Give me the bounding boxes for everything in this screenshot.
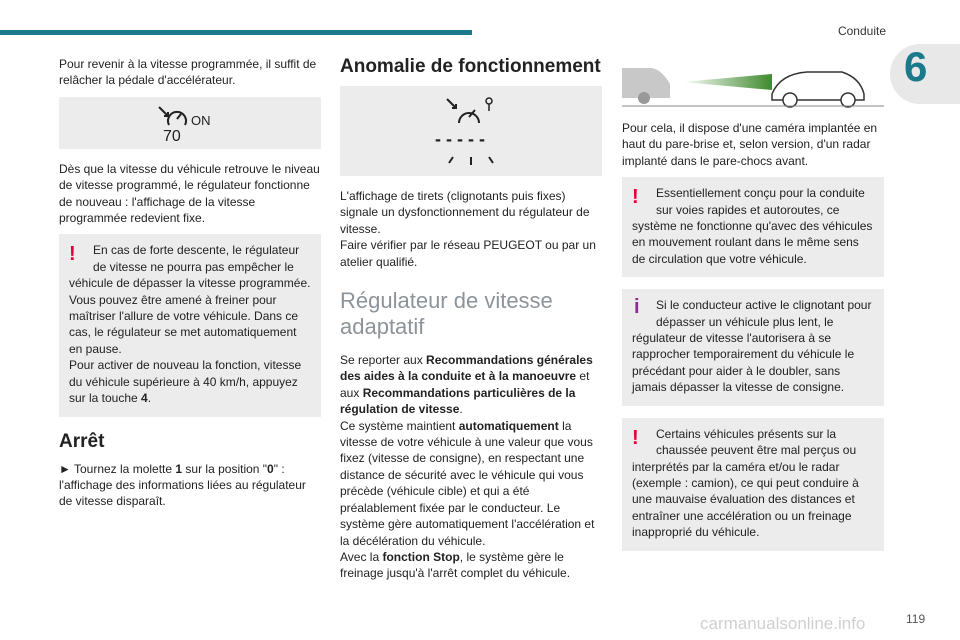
heading-arret: Arrêt — [59, 430, 105, 452]
section-title: Conduite — [837, 24, 886, 38]
paragraph: Ce système maintient automatiquement la vitesse de votre véhicule à une valeur que vous fixez (vitesse de consigne), en respectant une distance de sécurité avec le véhicule qui vous précède (véhicule cible) et qui a été préalablement fixée par le conducteur. Le système gère automatiquement l'accélération et la décélération du véhicule. — [340, 418, 595, 548]
heading-anomalie: Anomalie de fonctionnement — [340, 56, 601, 77]
car-radar-icon — [622, 56, 884, 108]
speed-display-figure — [59, 97, 321, 149]
note-text: En cas de forte descente, le régulateur — [93, 243, 300, 258]
note-text: régulateur de vitesse l'autorisera à se rapprocher temporairement du véhicule le précédant pour aider à le doubler, sans jamais dépasser la vitesse de consigne. — [632, 331, 855, 395]
page-number: 119 — [906, 612, 926, 626]
note-text: Pour activer de nouveau la fonction, vitesse du véhicule supérieure à 40 km/h, appuyez sur la touche — [69, 358, 302, 406]
paragraph: Avec la fonction Stop, le système gère le freinage jusqu'à l'arrêt complet du véhicule. — [340, 549, 571, 581]
watermark-text: carmanualsonline.info — [700, 614, 866, 633]
warning-note — [622, 418, 884, 551]
note-text: dépasser un véhicule plus lent, le — [656, 314, 834, 329]
warning-note — [622, 177, 884, 277]
paragraph: Pour cela, il dispose d'une caméra implantée en haut du pare-brise et, selon version, d'un radar implanté dans le pare-chocs avant. — [622, 121, 878, 168]
note-text: Essentiellement conçu pour la conduite — [656, 186, 865, 201]
note-text: système ne fonctionne qu'avec des véhicules en mouvement roulant dans le même sens de circulation que votre véhicule. — [632, 219, 873, 266]
malfunction-icon — [431, 93, 511, 169]
column-2 — [340, 56, 602, 590]
column-1 — [59, 56, 321, 518]
note-text: Si le conducteur active le clignotant pour — [656, 298, 872, 313]
paragraph: L'affichage de tirets (clignotants puis fixes) signale un dysfonctionnement du régulateur de vitesse. — [340, 189, 590, 236]
header-accent-bar — [0, 30, 472, 35]
key-number: 4 — [141, 391, 148, 406]
paragraph: Se reporter aux Recommandations générales des aides à la conduite et à la manoeuvre et aux Recommandations particulières de la régulation de vitesse. — [340, 353, 593, 417]
warning-icon: ! — [69, 243, 76, 266]
note-text: véhicule de dépasser la vitesse programmée. Vous pouvez être amené à freiner pour maîtriser l'allure de votre véhicule. Dans ce cas, le régulateur se met automatiquement en pause. — [69, 276, 311, 356]
watermark — [700, 610, 920, 636]
fig1-on: ON — [191, 112, 211, 128]
heading-regulateur-adaptatif: Régulateur de vitesse adaptatif — [340, 288, 553, 340]
fig1-speed: 70 — [163, 127, 181, 143]
warning-icon: ! — [632, 426, 639, 449]
radar-camera-figure — [622, 56, 884, 108]
paragraph: Dès que la vitesse du véhicule retrouve le niveau de vitesse programmé, le régulateur fonctionne de nouveau : l'affichage de la vitesse programmée redevient fixe. — [59, 161, 320, 226]
info-icon: i — [634, 296, 640, 319]
note-text: Certains véhicules présents sur la — [656, 426, 837, 441]
note-text: . — [147, 391, 152, 406]
chapter-number: 6 — [904, 43, 928, 90]
paragraph: Pour revenir à la vitesse programmée, il suffit de relâcher la pédale d'accélérateur. — [59, 57, 317, 88]
warning-note — [59, 234, 321, 416]
note-text: sur voies rapides et autoroutes, ce — [656, 202, 840, 217]
note-text: chaussée peuvent être mal perçus ou — [656, 443, 857, 458]
note-text: interprétés par la caméra et/ou le radar (exemple : camion), ce qui peut conduire à une mauvaise évaluation des distances et entraîner une accélération ou un freinage inapproprié du véhicule. — [632, 459, 859, 540]
note-text: de vitesse ne pourra pas empêcher le — [93, 259, 294, 274]
cruise-speed-icon — [155, 103, 225, 143]
info-note — [622, 289, 884, 405]
paragraph: ► Tournez la molette 1 sur la position "0" : l'affichage des informations liées au régulateur de vitesse disparaît. — [59, 461, 306, 509]
paragraph: Faire vérifier par le réseau PEUGEOT ou par un atelier qualifié. — [340, 238, 596, 269]
column-3 — [622, 56, 884, 563]
dashes: - - - - - — [435, 129, 485, 149]
malfunction-display-figure — [340, 86, 602, 176]
warning-icon: ! — [632, 186, 639, 209]
